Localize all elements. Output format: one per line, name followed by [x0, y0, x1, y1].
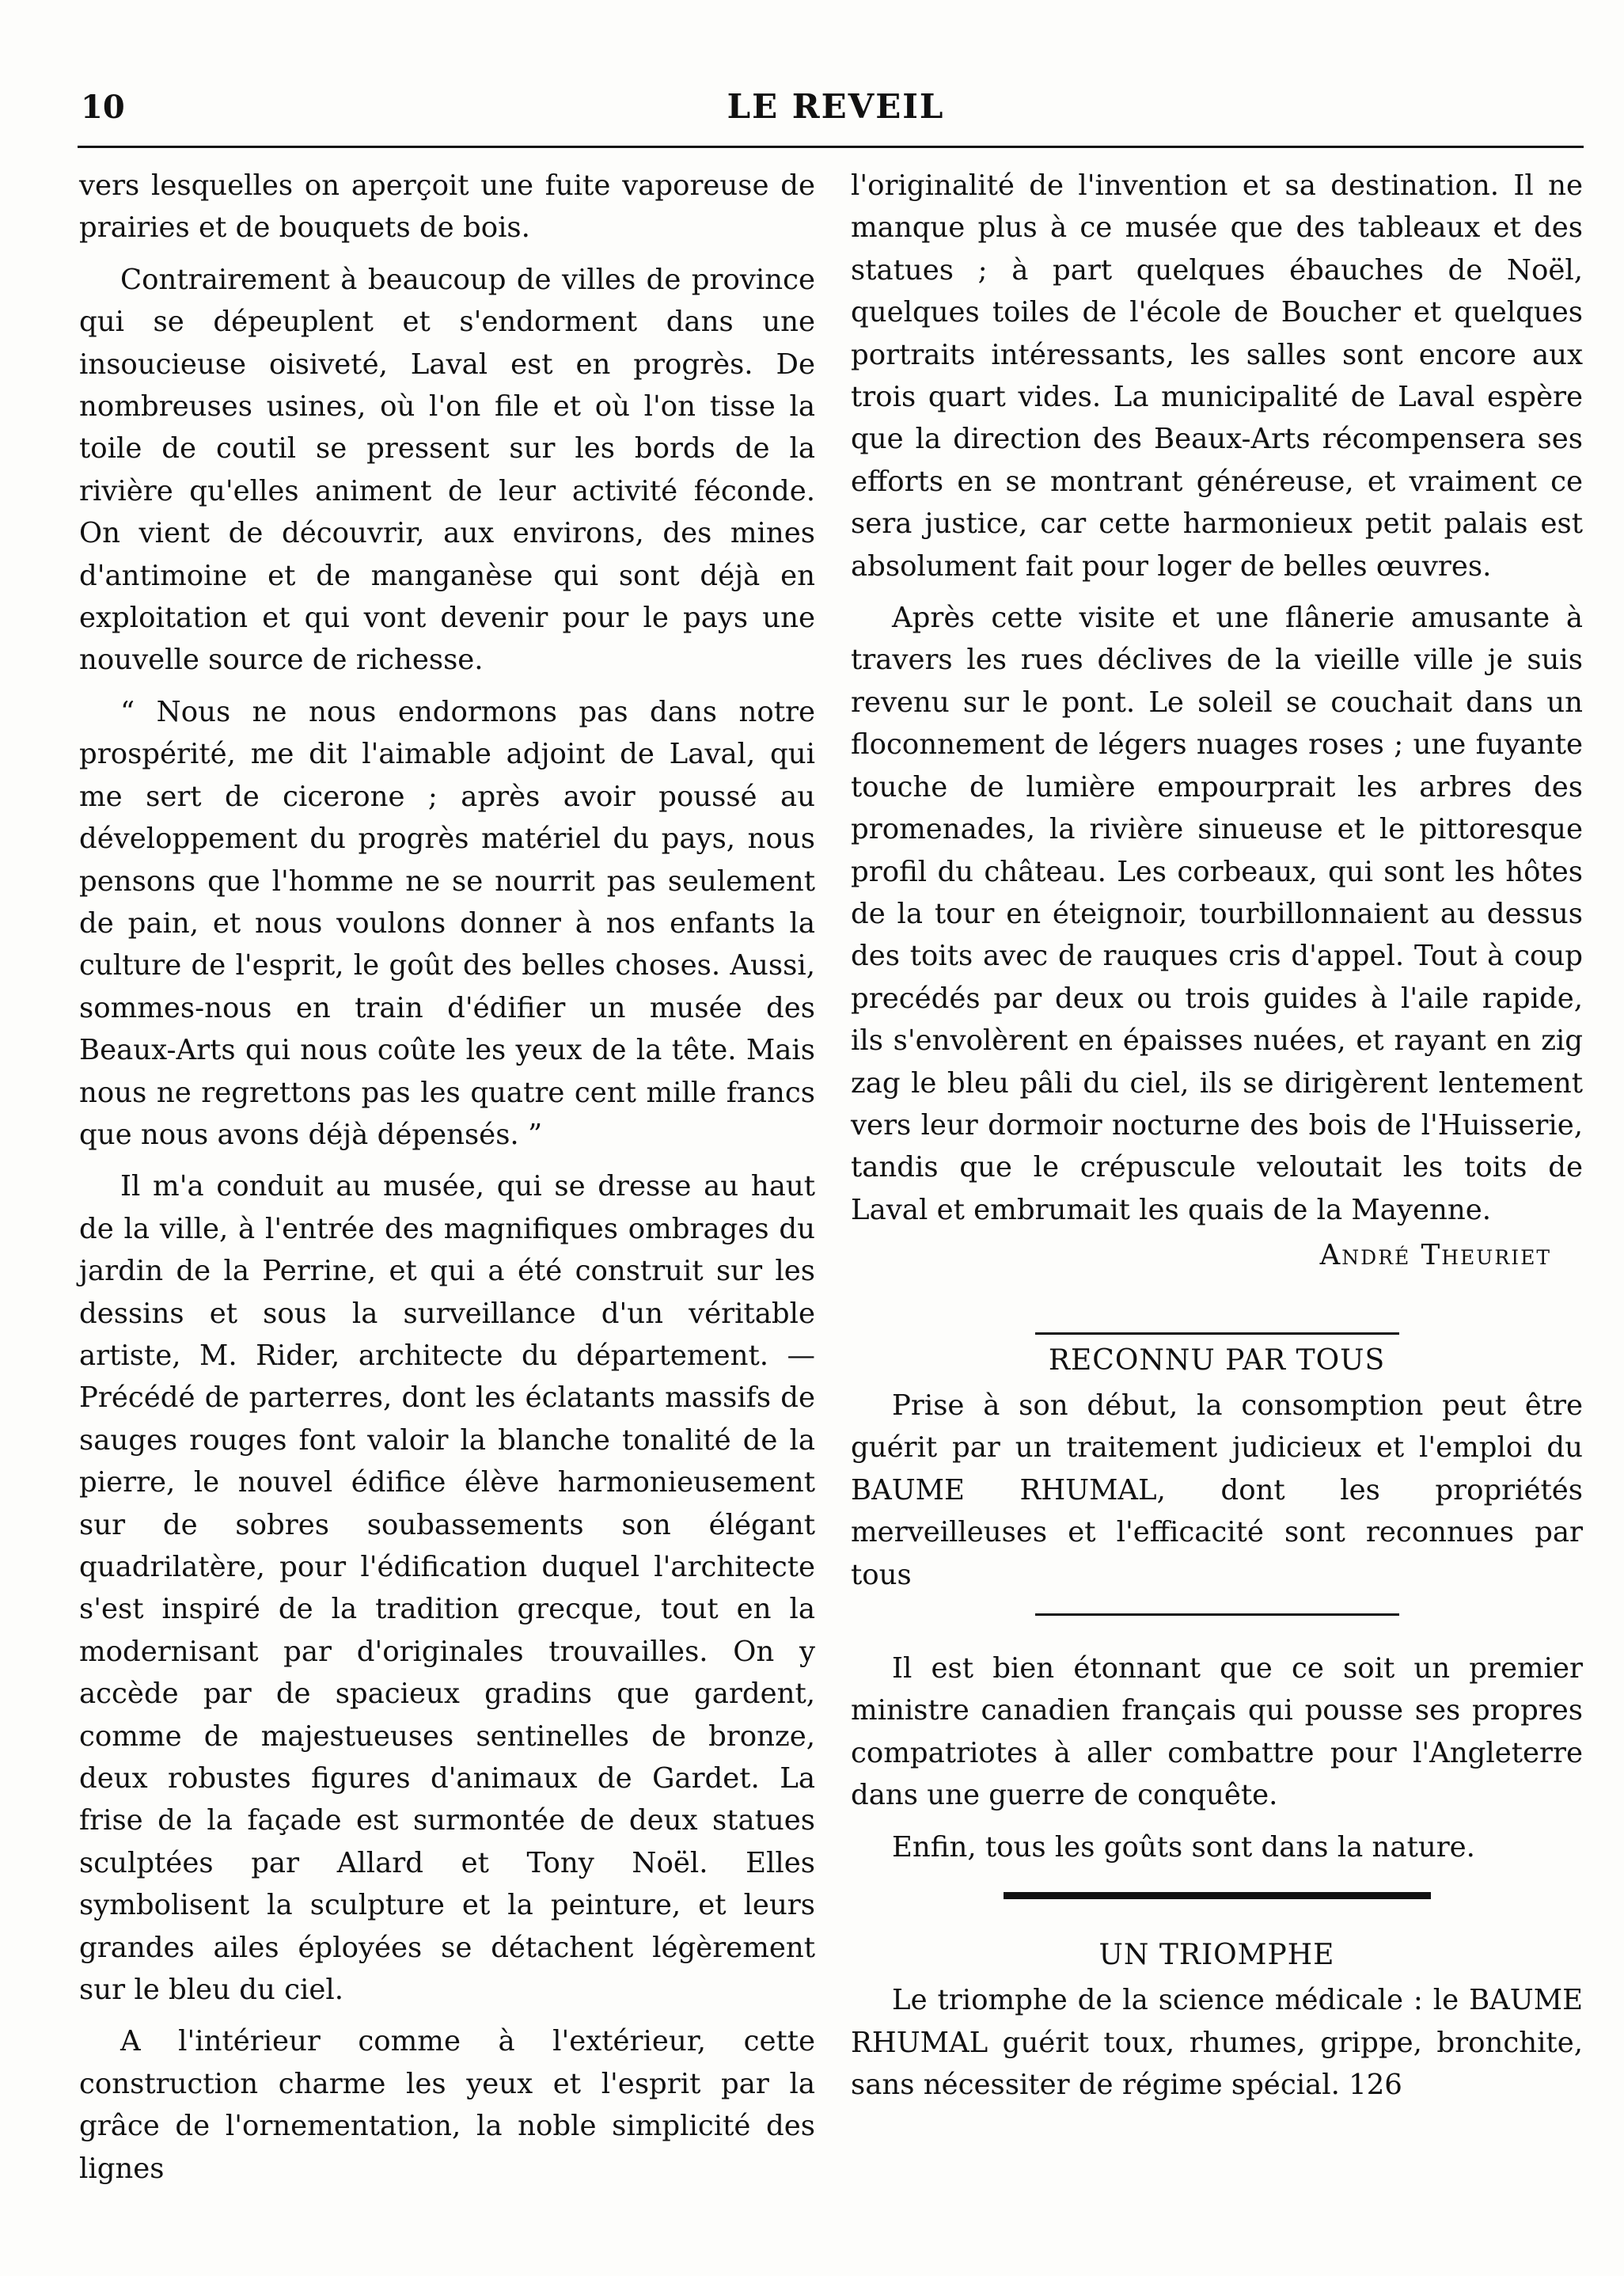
- note-paragraph: Il est bien étonnant que ce soit un premier ministre canadien français qui pousse ses propres compatriotes à aller combattre pour l'Angleterre dans une guerre de conquête.: [851, 1652, 1583, 1812]
- note-paragraph: Enfin, tous les goûts sont dans la nature.: [892, 1830, 1475, 1864]
- masthead-title: LE REVEIL: [727, 87, 945, 126]
- author-signature: André Theuriet: [1319, 1239, 1551, 1272]
- right-column: [851, 165, 1583, 2107]
- article-paragraph: vers lesquelles on aperçoit une fuite vaporeuse de prairies et de bouquets de bois.: [79, 169, 815, 245]
- section-divider: [1004, 1892, 1431, 1899]
- notice-text: Le triomphe de la science médicale : le BAUME RHUMAL guérit toux, rhumes, grippe, bronchite, sans nécessiter de régime spécial. 126: [851, 1984, 1583, 2102]
- notice-text: Prise à son début, la consomption peut être guérit par un traitement judicieux et l'emploi du BAUME RHUMAL, dont les propriétés merveilleuses et l'efficacité sont reconnues par tous: [851, 1389, 1583, 1591]
- section-divider: [1035, 1613, 1399, 1616]
- notice-heading: UN TRIOMPHE: [1098, 1939, 1335, 1972]
- article-paragraph: Contrairement à beaucoup de villes de province qui se dépeuplent et s'endorment dans une insoucieuse oisiveté, Laval est en progrès. De nombreuses usines, où l'on file et où l'on tisse la toile de coutil se pressent sur les bords de la rivière qu'elles animent de leur activité féconde. On vient de découvrir, aux environs, des mines d'antimoine et de manganèse qui sont déjà en exploitation et qui vont devenir pour le pays une nouvelle source de richesse.: [79, 263, 815, 677]
- article-paragraph: l'originalité de l'invention et sa destination. Il ne manque plus à ce musée que des tableaux et des statues ; à part quelques ébauches de Noël, quelques toiles de l'école de Boucher et quelques portraits intéressants, les salles sont encore aux trois quart vides. La municipalité de Laval espère que la direction des Beaux-Arts récompensera ses efforts en se montrant généreuse, et vraiment ce sera justice, car cette harmonieux petit palais est absolument fait pour loger de belles œuvres.: [851, 169, 1583, 583]
- section-divider: [1035, 1332, 1399, 1335]
- article-paragraph: Il m'a conduit au musée, qui se dresse au haut de la ville, à l'entrée des magnifiques ombrages du jardin de la Perrine, et qui a été construit sur les dessins et sous la surveillance d'un véritable artiste, M. Rider, architecte du département. — Précédé de parterres, dont les éclatants massifs de sauges rouges font valoir la blanche tonalité de la pierre, le nouvel édifice élève harmonieusement sur de sobres soubassements son élégant quadrilatère, pour l'édification duquel l'architecte s'est inspiré de la tradition grecque, tout en la modernisant par d'originales trouvailles. On y accède par de spacieux gradins que gardent, comme de majestueuses sentinelles de bronze, deux robustes figures d'animaux de Gardet. La frise de la façade est surmontée de deux statues sculptées par Allard et Tony Noël. Elles symbolisent la sculpture et la peinture, et leurs grandes ailes éployées se détachent légèrement sur le bleu du ciel.: [79, 1170, 815, 2007]
- page-number: 10: [81, 89, 125, 126]
- left-column: [79, 165, 815, 2190]
- article-paragraph: “ Nous ne nous endormons pas dans notre prospérité, me dit l'aimable adjoint de Laval, qui me sert de cicerone ; après avoir poussé au développement du progrès matériel du pays, nous pensons que l'homme ne se nourrit pas seulement de pain, et nous voulons donner à nos enfants la culture de l'esprit, le goût des belles choses. Aussi, sommes-nous en train d'édifier un musée des Beaux-Arts qui nous coûte les yeux de la tête. Mais nous ne regrettons pas les quatre cent mille francs que nous avons déjà dépensés. ”: [79, 695, 815, 1151]
- header-rule: [78, 146, 1584, 148]
- notice-heading: RECONNU PAR TOUS: [1048, 1343, 1386, 1377]
- article-paragraph: A l'intérieur comme à l'extérieur, cette construction charme les yeux et l'esprit par la grâce de l'ornementation, la noble simplicité des lignes: [79, 2025, 815, 2185]
- article-paragraph: Après cette visite et une flânerie amusante à travers les rues déclives de la vieille ville je suis revenu sur le pont. Le soleil se couchait dans un floconnement de légers nuages roses ; une fuyante touche de lumière empourprait les arbres des promenades, la rivière sinueuse et le pittoresque profil du château. Les corbeaux, qui sont les hôtes de la tour en éteignoir, tourbillonnaient au dessus des toits avec de rauques cris d'appel. Tout à coup precédés par deux ou trois guides à l'aile rapide, ils s'envolèrent en épaisses nuées, et rayant en zig zag le bleu pâli du ciel, ils se dirigèrent lentement vers leur dormoir nocturne des bois de l'Huisserie, tandis que le crépuscule veloutait les toits de Laval et embrumait les quais de la Mayenne.: [851, 602, 1583, 1226]
